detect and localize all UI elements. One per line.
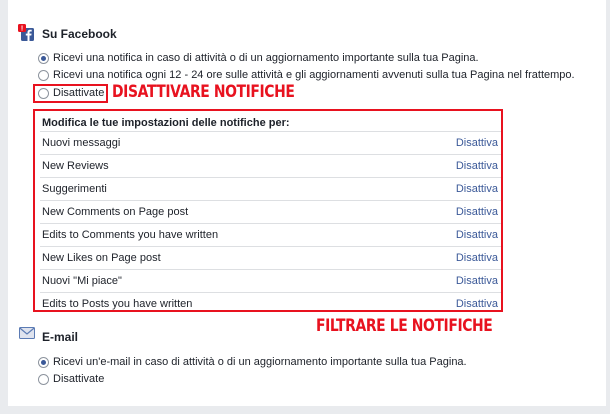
email-option-off[interactable] — [38, 373, 104, 385]
annotation-disable-notifications: DISATTIVARE NOTIFICHE — [112, 82, 295, 102]
filter-row-label: New Comments on Page post — [42, 206, 189, 218]
filter-panel — [33, 109, 503, 312]
envelope-icon — [19, 327, 35, 339]
disable-link[interactable]: Disattiva — [455, 252, 498, 264]
filter-row-label: Edits to Posts you have written — [42, 298, 193, 310]
email-section-title: E-mail — [42, 330, 79, 344]
page-frame-right — [606, 0, 610, 414]
filter-panel-heading: Modifica le tue impostazioni delle notifiche per: — [42, 117, 290, 129]
filter-row-label: New Reviews — [42, 160, 109, 172]
disable-link[interactable]: Disattiva — [455, 229, 498, 241]
filter-row-label: Suggerimenti — [42, 183, 107, 195]
facebook-option-off[interactable] — [38, 87, 104, 99]
page-frame-bottom — [0, 406, 610, 414]
radio-button-checked[interactable] — [38, 357, 49, 368]
radio-button[interactable] — [38, 70, 49, 81]
facebook-option-digest-label: Ricevi una notifica ogni 12 - 24 ore sulle attività e gli aggiornamenti avvenuti sulla tua Pagina nel frattempo. — [53, 69, 575, 81]
facebook-option-important-label: Ricevi una notifica in caso di attività o di un aggiornamento importante sulla tua Pagina. — [53, 52, 479, 64]
facebook-section-header — [42, 27, 117, 41]
disable-link[interactable]: Disattiva — [455, 298, 498, 310]
facebook-option-important[interactable] — [38, 52, 479, 64]
radio-button[interactable] — [38, 374, 49, 385]
facebook-notification-icon — [18, 24, 36, 42]
page-frame-left — [0, 0, 8, 414]
disable-link[interactable]: Disattiva — [455, 160, 498, 172]
filter-row-suggestions — [40, 177, 501, 200]
disable-link[interactable]: Disattiva — [455, 275, 498, 287]
filter-row-comment-edits — [40, 223, 501, 246]
disable-link[interactable]: Disattiva — [455, 183, 498, 195]
filter-row-page-likes — [40, 246, 501, 269]
email-option-important-label: Ricevi un'e-mail in caso di attività o di un aggiornamento importante sulla tua Pagina. — [53, 356, 467, 368]
filter-row-new-likes — [40, 269, 501, 292]
disable-link[interactable]: Disattiva — [455, 206, 498, 218]
facebook-option-off-label: Disattivate — [53, 87, 105, 99]
filter-row-page-comments — [40, 200, 501, 223]
email-option-important[interactable] — [38, 356, 467, 368]
filter-row-label: New Likes on Page post — [42, 252, 161, 264]
svg-text:!: ! — [20, 25, 24, 33]
filter-row-label: Nuovi "Mi piace" — [42, 275, 122, 287]
disable-link[interactable]: Disattiva — [455, 137, 498, 149]
facebook-option-digest[interactable] — [38, 69, 575, 81]
filter-row-reviews — [40, 154, 501, 177]
annotation-filter-notifications: FILTRARE LE NOTIFICHE — [316, 316, 493, 336]
email-option-off-label: Disattivate — [53, 373, 105, 385]
radio-button-checked[interactable] — [38, 53, 49, 64]
filter-row-label: Nuovi messaggi — [42, 137, 121, 149]
filter-row-messages — [40, 131, 501, 154]
email-section-header — [42, 330, 78, 344]
radio-button[interactable] — [38, 88, 49, 99]
facebook-section-title: Su Facebook — [42, 27, 117, 41]
filter-row-label: Edits to Comments you have written — [42, 229, 219, 241]
filter-row-post-edits — [40, 292, 501, 315]
